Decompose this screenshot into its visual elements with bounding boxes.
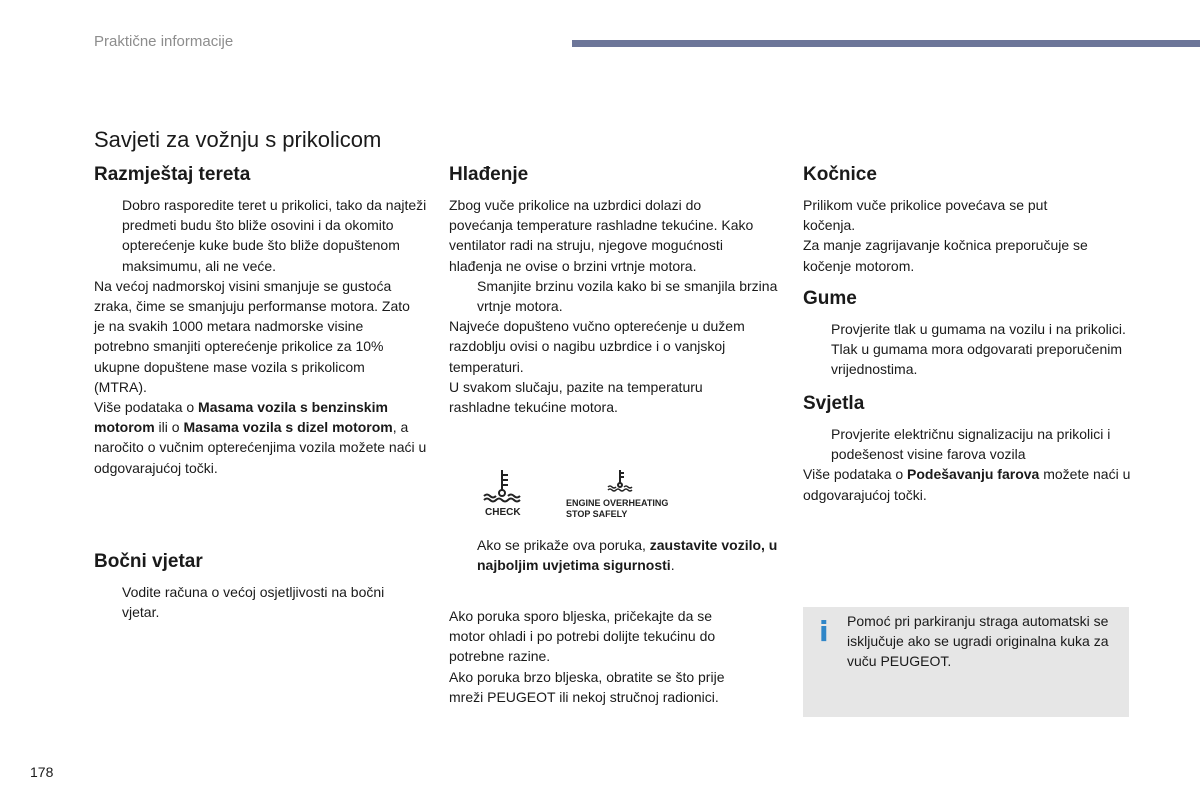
cooling-section xyxy=(449,164,779,417)
page-title: Savjeti za vožnju s prikolicom xyxy=(94,127,382,152)
header-rule xyxy=(572,40,1200,47)
brakes-distance: Prilikom vuče prikolice povećava se put kočenja. xyxy=(803,197,1048,234)
check-label: CHECK xyxy=(485,507,521,518)
lights-more-info: Više podataka o Podešavanju farova možete naći u odgovarajućoj točki. xyxy=(803,466,1131,503)
tyres-heading: Gume xyxy=(803,288,857,309)
cooling-flashing-section xyxy=(449,606,779,707)
brakes-section xyxy=(803,164,1133,276)
cooling-slow-flash: Ako poruka sporo bljeska, pričekajte da se motor ohladi i po potrebi dolijte tekućinu do potrebne razine. xyxy=(449,608,716,665)
wind-section xyxy=(94,551,434,622)
link-diesel-masses: Masama vozila s dizel motorom xyxy=(183,419,393,436)
warning-messages xyxy=(478,466,678,524)
lights-heading: Svjetla xyxy=(803,393,865,414)
cooling-fast-flash: Ako poruka brzo bljeska, obratite se što prije mreži PEUGEOT ili nekoj stručnoj radionici. xyxy=(449,668,725,705)
cooling-bullet-speed: Smanjite brzinu vozila kako bi se smanjila brzina vrtnje motora. xyxy=(477,277,778,315)
wind-heading: Bočni vjetar xyxy=(94,551,203,572)
stop-safely-instruction: zaustavite vozilo, u najboljim uvjetima sigurnosti xyxy=(477,537,778,574)
cooling-watch-temp: U svakom slučaju, pazite na temperaturu rashladne tekućine motora. xyxy=(449,378,703,416)
info-box xyxy=(803,607,1129,717)
lights-section xyxy=(803,393,1133,505)
load-section xyxy=(94,164,434,478)
brakes-heading: Kočnice xyxy=(803,164,877,185)
cooling-heading: Hlađenje xyxy=(449,164,529,185)
cooling-bullet-stop: Ako se prikaže ova poruka, zaustavite vozilo, u najboljim uvjetima sigurnosti. xyxy=(477,537,778,574)
info-icon: i xyxy=(819,615,829,648)
tyres-bullet: Provjerite tlak u gumama na vozilu i na prikolici. Tlak u gumama mora odgovarati preporučenim vrijednostima. xyxy=(831,321,1126,378)
cooling-max-load: Najveće dopušteno vučno opterećenje u dužem razdoblju ovisi o nagibu uzbrdice i o vanjskoj temperaturi. xyxy=(449,318,745,375)
tyres-section xyxy=(803,288,1133,380)
cooling-intro: Zbog vuče prikolice na uzbrdici dolazi do povećanja temperature rashladne tekućine. Kako ventilator radi na struju, njegove mogućnosti hlađenja ne ovise o brzini vrtnje motora. xyxy=(449,197,754,274)
lights-bullet: Provjerite električnu signalizaciju na prikolici i podešenost visine farova vozila xyxy=(831,426,1111,463)
overheating-label-line2: STOP SAFELY xyxy=(566,509,628,519)
coolant-temperature-icon xyxy=(478,466,678,524)
load-more-info: Više podataka o Masama vozila s benzinskim motorom ili o Masama vozila s dizel motorom, a naročito o vučnim opterećenjima vozila možete naći u odgovarajućoj točki. xyxy=(94,399,427,476)
brakes-engine-braking: Za manje zagrijavanje kočnica preporučuje se kočenje motorom. xyxy=(803,237,1088,274)
link-headlamp-adjustment: Podešavanju farova xyxy=(907,466,1040,483)
wind-bullet: Vodite računa o većoj osjetljivosti na bočni vjetar. xyxy=(122,584,385,621)
load-altitude-text: Na većoj nadmorskoj visini smanjuje se gustoća zraka, čime se smanjuju performanse motora. Zato je na svakih 1000 metara nadmorske visine potrebno smanjiti opterećenje prikolice za 10% ukupne dopuštene mase vozila s prikolicom (MTRA). xyxy=(94,277,410,395)
overheating-label-line1: ENGINE OVERHEATING xyxy=(566,498,669,508)
link-petrol-masses: Masama vozila s benzinskim motorom xyxy=(94,399,388,436)
page-number: 178 xyxy=(30,764,54,780)
info-text: Pomoć pri parkiranju straga automatski se isključuje ako se ugradi originalna kuka za vuču PEUGEOT. xyxy=(847,613,1109,670)
load-heading: Razmještaj tereta xyxy=(94,164,251,185)
load-bullet: Dobro rasporedite teret u prikolici, tako da najteži predmeti budu što bliže osovini i da okomito opterećenje kuke bude što bliže dopuštenom maksimumu, ali ne veće. xyxy=(122,197,427,274)
running-header: Praktične informacije xyxy=(94,33,234,50)
cooling-stop-section xyxy=(449,535,779,575)
